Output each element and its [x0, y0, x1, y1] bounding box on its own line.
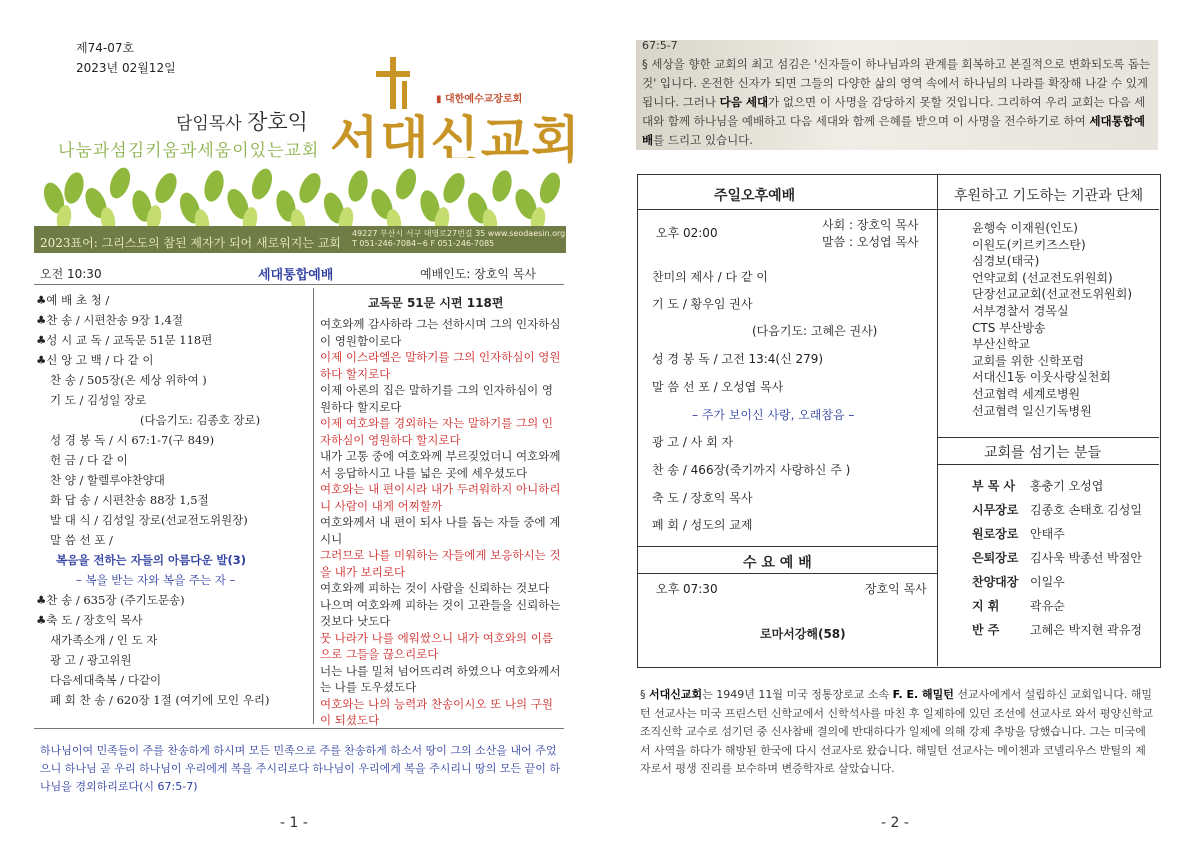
afternoon-order-item: 폐 회 / 성도의 교제: [652, 518, 753, 532]
pastor-name: 장호익: [247, 110, 308, 134]
divider: [938, 209, 1159, 210]
order-item: ♣찬 송 / 635장 (주기도문송): [36, 593, 185, 607]
issue-date: 2023년 02월12일: [76, 61, 176, 75]
service-leader: 예배인도: 장호익 목사: [420, 267, 537, 281]
org-item: 서대신1동 이웃사랑실천회: [972, 370, 1111, 385]
staff-role: 원로장로: [972, 527, 1019, 541]
afternoon-order-item: 성 경 봉 독 / 고전 13:4(신 279): [652, 352, 824, 366]
divider: [938, 437, 1159, 438]
org-item: 윤행숙 이재원(인도): [972, 221, 1078, 235]
reading-line: 여호와는 나의 능력과 찬송이시오 또 나의 구원이 되셨도다: [320, 696, 554, 727]
order-item: 찬 송 / 505장(온 세상 위하여 ): [50, 373, 207, 387]
pastor-label: 담임목사: [176, 114, 242, 134]
order-item: ♣성 시 교 독 / 교독문 51문 118편: [36, 333, 213, 347]
order-item: 발 대 식 / 김성일 장로(선교전도위원장): [50, 513, 248, 527]
staff-names: 김사욱 박종선 박점안: [1030, 551, 1142, 565]
intro-bold-1: 다음 세대: [719, 95, 769, 109]
order-item: ♣예 배 초 청 /: [36, 293, 110, 307]
wednesday-leader: 장호익 목사: [865, 582, 927, 596]
reading-line: 뭇 나라가 나를 에워쌌으니 내가 여호와의 이름으로 그들을 끊으리로다: [320, 630, 554, 661]
reading-line: 내가 고통 중에 여호와께 부르짖었더니 여호와께서 응답하시고 나를 넓은 곳에 세우셨도다: [320, 449, 561, 480]
divider: [938, 464, 1159, 465]
issue-info: [76, 38, 176, 78]
org-item: 서부경찰서 경목실: [972, 303, 1069, 318]
order-item: 말 씀 선 포 /: [50, 533, 113, 547]
service-time: 오전 10:30: [40, 267, 102, 281]
page-number: - 2 -: [881, 815, 909, 831]
order-item: (다음기도: 김종호 장로): [140, 413, 261, 427]
wednesday-sermon: 로마서강해(58): [760, 627, 846, 641]
afternoon-order-item: – 주가 보이신 사랑, 오래참음 –: [692, 408, 855, 422]
afternoon-order-item: 기 도 / 황우임 권사: [652, 297, 753, 311]
church-slogan: 나눔과섬김키움과세움이있는교회: [58, 141, 320, 161]
divider: [638, 209, 937, 210]
staff-names: 곽유순: [1030, 599, 1065, 613]
staff-names: 홍충기 오성엽: [1030, 479, 1104, 493]
intro-text-3: 를 드리고 있습니다.: [653, 133, 753, 147]
afternoon-service-title: 주일오후예배: [714, 188, 796, 204]
yearly-motto: 2023표어: 그리스도의 참된 제자가 되어 새로워지는 교회: [40, 236, 341, 250]
intro-text-1: § 세상을 향한 교회의 최고 섬김은 '신자들이 하나님과의 관계를 회복하고 본질적으로 변화되도록 돕는 것' 입니다. 온전한 신자가 되면 그들의 다양한 삶의 영역 속에서 하나님의 나라를 확장해 나갈 수 있게 됩니다. 그러나: [642, 57, 1151, 109]
order-item: – 복을 받는 자와 복을 주는 자 –: [76, 573, 236, 587]
order-item: 복음을 전하는 자들의 아름다운 발(3): [56, 553, 247, 567]
staff-role: 은퇴장로: [972, 551, 1019, 565]
church-address: [352, 229, 565, 249]
staff-names: 안태주: [1030, 527, 1065, 541]
staff-title: 교회를 섬기는 분들: [984, 445, 1102, 461]
staff-row: [972, 546, 1142, 570]
reading-line: 이제 여호와를 경외하는 자는 말하기를 그의 인자하심이 영원하다 할지로다: [320, 416, 554, 447]
afternoon-order-item: 찬미의 제사 / 다 같 이: [652, 270, 768, 284]
order-item: ♣신 앙 고 백 / 다 같 이: [36, 353, 154, 367]
page-number: - 1 -: [280, 815, 308, 831]
orgs-list: [972, 220, 1132, 419]
orgs-title: 후원하고 기도하는 기관과 단체: [954, 188, 1144, 204]
service-title: 세대통합예배: [258, 268, 334, 283]
staff-row: [972, 522, 1142, 546]
address-line-2: T 051-246-7084~6 F 051-246-7085: [352, 239, 495, 248]
staff-row: [972, 570, 1142, 594]
afternoon-order-item: 축 도 / 장호익 목사: [652, 491, 753, 505]
reading-line: 그러므로 나를 미워하는 자들에게 보응하시는 것을 내가 보리로다: [320, 548, 561, 579]
senior-pastor: [176, 106, 308, 136]
staff-row: [972, 594, 1142, 618]
reading-title: 교독문 51문 시편 118편: [368, 296, 504, 310]
reading-line: 이제 아론의 집은 말하기를 그의 인자하심이 영원하다 할지로다: [320, 383, 554, 414]
staff-names: 고혜은 박지현 곽유정: [1030, 623, 1142, 637]
reading-line: 너는 나를 밀쳐 넘어뜨리려 하였으나 여호와께서는 나를 도우셨도다: [320, 663, 561, 694]
order-item: ♣찬 송 / 시편찬송 9장 1,4절: [36, 313, 183, 327]
order-item: 새가족소개 / 인 도 자: [50, 633, 158, 647]
org-item: 선교협력 일신기독병원: [972, 403, 1092, 418]
reading-line: 여호와께서 내 편이 되사 나를 돕는 자들 중에 계시니: [320, 515, 561, 546]
order-item: 기 도 / 김성일 장로: [50, 393, 147, 407]
org-item: 부산신학교: [972, 337, 1030, 352]
column-divider: [937, 175, 938, 666]
staff-role: 지 휘: [972, 599, 1000, 613]
address-line-1: 49227 부산시 서구 대영로27번길 35 www.seodaesin.org: [352, 229, 566, 238]
intro-bold-2: 세대통합예배: [642, 114, 1145, 147]
staff-row: [972, 498, 1142, 522]
org-item: 언약교회 (선교전도위원회): [972, 270, 1113, 285]
order-item: 성 경 봉 독 / 시 67:1-7(구 849): [50, 433, 215, 447]
church-history: [640, 686, 1154, 779]
order-item: 폐 회 찬 송 / 620장 1절 (여기에 모인 우리): [50, 693, 270, 707]
staff-names: 김종호 손태호 김성일: [1030, 503, 1142, 517]
divider: [34, 284, 564, 285]
org-item: 선교협력 세계로병원: [972, 386, 1081, 401]
issue-number: 제74-07호: [76, 41, 135, 55]
wednesday-time: 오후 07:30: [656, 582, 718, 596]
order-item: 찬 양 / 할렐루야찬양대: [50, 473, 165, 487]
divider: [638, 573, 937, 574]
staff-names: 이일우: [1030, 575, 1065, 589]
org-item: CTS 부산방송: [972, 320, 1046, 335]
afternoon-order-item: 광 고 / 사 회 자: [652, 435, 734, 449]
history-missionary: F. E. 해밀턴: [892, 688, 954, 701]
afternoon-order-item: (다음기도: 고혜은 권사): [752, 324, 878, 338]
reading-line: 여호와께 피하는 것이 사람을 신뢰하는 것보다 나으며 여호와께 피하는 것이 고관들을 신뢰하는 것보다 낫도다: [320, 581, 561, 628]
org-item: 심경보(태국): [972, 254, 1040, 269]
afternoon-order-item: 찬 송 / 466장(죽기까지 사랑하신 주 ): [652, 463, 851, 477]
order-item: ♣축 도 / 장호익 목사: [36, 613, 143, 627]
denomination-icon: ▮: [436, 94, 442, 105]
afternoon-host: 사회 : 장호익 목사: [822, 218, 919, 232]
org-item: 교회를 위한 신학포럼: [972, 353, 1084, 368]
org-item: 단장선교교회(선교전도위원회): [972, 287, 1133, 302]
org-item: 이원도(키르키즈스탄): [972, 237, 1086, 252]
order-item: 다음세대축복 / 다같이: [50, 673, 162, 687]
denomination: [436, 90, 522, 105]
divider: [638, 546, 937, 547]
intro-text-2: 가 없으면 이 사명을 감당하지 못할 것입니다. 그리하여 우리 교회는 다음 세대와 함께 하나님을 예배하고 다음 세대와 함께 은혜를 받으며 이 사명을 전수하기로 하여: [642, 95, 1146, 128]
generation-worship-intro: [642, 55, 1156, 150]
history-prefix: §: [640, 688, 649, 701]
responsive-reading: [320, 316, 562, 729]
staff-list: [972, 474, 1142, 642]
afternoon-time: 오후 02:00: [656, 226, 718, 240]
top-scripture-ref: 67:5-7: [642, 39, 678, 52]
worship-order-list: [36, 290, 306, 710]
staff-role: 시무장로: [972, 503, 1019, 517]
reading-line: 여호와께 감사하라 그는 선하시며 그의 인자하심이 영원함이로다: [320, 317, 561, 348]
afternoon-order-item: 말 씀 선 포 / 오성엽 목사: [652, 380, 784, 394]
reading-line: 여호와는 내 편이시라 내가 두려워하지 아니하리니 사람이 내게 어찌할까: [320, 482, 561, 513]
denomination-label: 대한예수교장로회: [445, 94, 523, 105]
bottom-verse: 하나님이여 민족들이 주를 찬송하게 하시며 모든 민족으로 주를 찬송하게 하소서 땅이 그의 소산을 내어 주었으니 하나님 곧 우리 하나님이 우리에게 복을 주시리로다 하나님이 우리에게 복을 주시리니 땅의 모든 끝이 하나님을 경외하리로다(시 67:5-7): [40, 744, 560, 793]
staff-row: [972, 618, 1142, 642]
wednesday-service-title: 수 요 예 배: [743, 555, 812, 571]
history-text-1: 는 1949년 11월 미국 정통장로교 소속: [702, 688, 893, 701]
staff-role: 부 목 사: [972, 479, 1016, 493]
church-name: 서대신교회: [330, 110, 582, 169]
history-church-name: 서대신교회: [649, 688, 703, 701]
staff-role: 찬양대장: [972, 575, 1019, 589]
history-text-2: 선교사에게서 설립하신 교회입니다. 해밀턴 선교사는 미국 프린스턴 신학교에서 신학석사를 마친 후 일제하에 있던 조선에 선교사로 와서 평양신학교 조직신학 교수로 섬기던 중 신사참배 결의에 반대하다가 일제에 의해 강제 추방을 당했습니다. 그는 미국에서 사역을 하다가 해방된 한국에 다시 선교사로 왔습니다. 해밀턴 선교사는 메이첸과 코넬리우스 반틸의 제자로서 평생 진리를 보수하며 변증학자로 살았습니다.: [640, 688, 1153, 775]
staff-role: 반 주: [972, 623, 1000, 637]
column-divider: [313, 288, 314, 724]
afternoon-preacher: 말씀 : 오성엽 목사: [822, 235, 919, 249]
reading-line: 이제 이스라엘은 말하기를 그의 인자하심이 영원하다 할지로다: [320, 350, 561, 381]
order-item: 광 고 / 광고위원: [50, 653, 132, 667]
order-item: 헌 금 / 다 같 이: [50, 453, 128, 467]
staff-row: [972, 474, 1142, 498]
order-item: 화 답 송 / 시편찬송 88장 1,5절: [50, 493, 209, 507]
